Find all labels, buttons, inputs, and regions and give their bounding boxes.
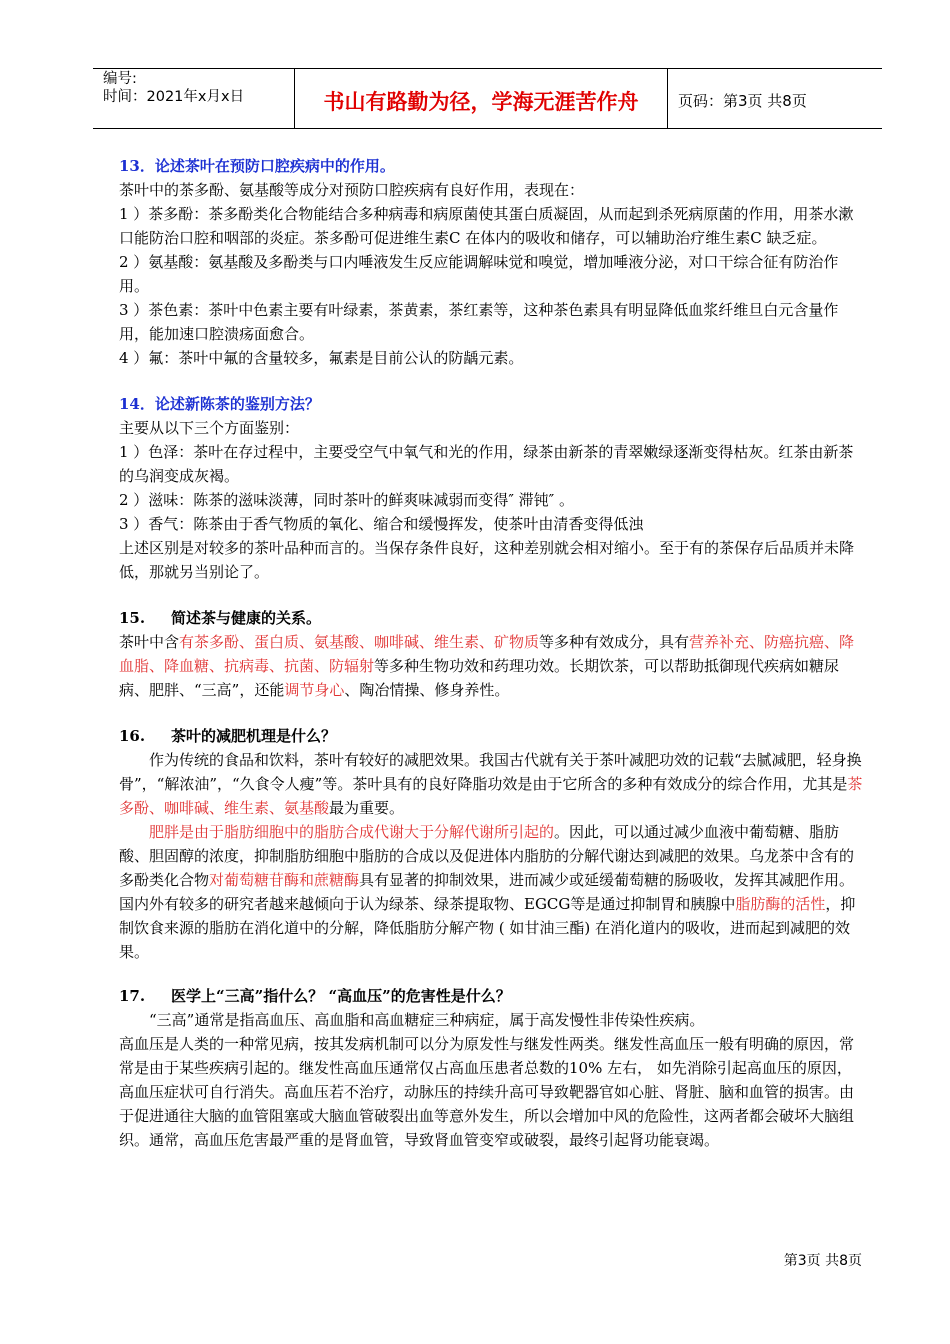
paragraph: 上述区别是对较多的茶叶品种而言的。当保存条件良好，这种差别就会相对缩小。至于有的茶保存后品质并未降低，那就另当别论了。 bbox=[119, 539, 855, 581]
paragraph: 高血压是人类的一种常见病，按其发病机制可以分为原发性与继发性两类。继发性高血压一般有明确的原因，常常是由于某些疾病引起的。继发性高血压通常仅占高血压患者总数的10% 左右， 如先消除引起高血压的原因，高血压症状可自行消失。高血压若不治疗，动脉压的持续升高可导致靶器官如心脏、肾脏、脑和血管的损害。由于促进通往大脑的血管阻塞或大脑血管破裂出血等意外发生，所以会增加中风的危险性，这两者都会破坏大脑组织。通常，高血压危害最严重的是肾血管，导致肾血管变窄或破裂，最终引起肾功能衰竭。 bbox=[119, 1035, 855, 1149]
paragraph: 2 ）滋味：陈茶的滋味淡薄，同时茶叶的鲜爽味减弱而变得″ 滞钝″ 。 bbox=[119, 491, 575, 509]
question-number: 16. bbox=[119, 727, 146, 745]
question-text: 医学上“三高”指什么？ “高血压”的危害性是什么？ bbox=[171, 987, 511, 1005]
header-bottom-rule bbox=[93, 128, 882, 129]
text-run: 最为重要。 bbox=[329, 799, 405, 817]
doc-time-label: 时间：2021年x月x日 bbox=[103, 89, 245, 105]
text-run: 茶叶中含 bbox=[119, 633, 180, 651]
text-run: 具有显著的抑制效果，进而减少或延缓葡萄糖的肠吸收，发挥其减肥作用。国内外有较多的研究者越来越倾向于认为绿茶、绿茶提取物、EGCG等是通过抑制胃和胰腺中 bbox=[119, 871, 855, 913]
paragraph: 主要从以下三个方面鉴别： bbox=[119, 419, 300, 437]
header-motto: 书山有路勤为径，学海无涯苦作舟 bbox=[323, 89, 639, 114]
doc-number-label: 编号: bbox=[103, 71, 137, 87]
question-text: 简述茶与健康的关系。 bbox=[171, 609, 322, 627]
page-footer: 第3页 共8页 bbox=[783, 1253, 862, 1269]
paragraph: 3 ）茶色素：茶叶中色素主要有叶绿素，茶黄素，茶红素等，这种茶色素具有明显降低血浆纤维旦白元含量作用，能加速口腔溃疡面愈合。 bbox=[119, 301, 839, 343]
highlight-text: 茶多酚、咖啡碱、维生素、氨基酸 bbox=[119, 775, 863, 817]
paragraph: 1 ）茶多酚：茶多酚类化合物能结合多种病毒和病原菌使其蛋白质凝固，从而起到杀死病原菌的作用，用茶水漱口能防治口腔和咽部的炎症。茶多酚可促进维生素C 在体内的吸收和储存，可以辅助治疗维生素C 缺乏症。 bbox=[119, 205, 854, 247]
question-number: 17. bbox=[119, 987, 146, 1005]
paragraph: “三高”通常是指高血压、高血脂和高血糖症三种病症，属于高发慢性非传染性疾病。 bbox=[149, 1011, 705, 1029]
text-run: 、陶冶情操、修身养性。 bbox=[344, 681, 510, 699]
highlight-text: 肥胖是由于脂肪细胞中的脂肪合成代谢大于分解代谢所引起的 bbox=[149, 823, 555, 841]
header-page-label: 页码：第3页 共8页 bbox=[678, 92, 807, 110]
header-left bbox=[103, 70, 244, 106]
text-run: ，抑制饮食来源的脂肪在消化道中的分解，降低脂肪分解产物 ( 如甘油三酯) 在消化道内的吸收，进而起到减肥的效果。 bbox=[119, 895, 856, 961]
question-number: 15. bbox=[119, 609, 146, 627]
highlight-text: 有茶多酚、蛋白质、氨基酸、咖啡碱、维生素、矿物质 bbox=[179, 633, 540, 651]
spacer bbox=[119, 702, 864, 724]
paragraph: 2 ）氨基酸：氨基酸及多酚类与口内唾液发生反应能调解味觉和嗅觉，增加唾液分泌，对口干综合征有防治作用。 bbox=[119, 253, 839, 295]
paragraph: 1 ）色泽：茶叶在存过程中，主要受空气中氧气和光的作用，绿茶由新茶的青翠嫩绿逐渐变得枯灰。红茶由新茶的乌润变成灰褐。 bbox=[119, 443, 854, 485]
question-13-title: 13．论述茶叶在预防口腔疾病中的作用。 bbox=[119, 157, 395, 175]
paragraph bbox=[119, 630, 864, 702]
paragraph bbox=[119, 820, 864, 964]
text-run: 等多种有效成分，具有 bbox=[539, 633, 690, 651]
highlight-text: 调节身心 bbox=[284, 681, 345, 699]
text-run: 。因此，可以通过减少血液中葡萄糖、脂肪酸、胆固醇的浓度，抑制脂肪细胞中脂肪的合成以及促进体内脂肪的分解代谢达到减肥的效果。乌龙茶中含有的多酚类化合物 bbox=[119, 823, 855, 889]
spacer bbox=[119, 370, 864, 392]
highlight-text: 对葡萄糖苷酶和蔗糖酶 bbox=[209, 871, 360, 889]
paragraph: 4 ）氟：茶叶中氟的含量较多，氟素是目前公认的防龋元素。 bbox=[119, 349, 524, 367]
header-divider bbox=[667, 68, 668, 128]
paragraph: 茶叶中的茶多酚、氨基酸等成分对预防口腔疾病有良好作用，表现在： bbox=[119, 181, 585, 199]
question-17-title bbox=[119, 984, 864, 1008]
text-run: 等多种生物功效和药理功效。长期饮茶，可以帮助抵御现代疾病如糖尿病、肥胖、“三高”，还能 bbox=[119, 657, 840, 699]
paragraph bbox=[119, 748, 864, 820]
paragraph: 3 ）香气：陈茶由于香气物质的氧化、缩合和缓慢挥发，使茶叶由清香变得低浊 bbox=[119, 515, 644, 533]
highlight-text: 营养补充、防癌抗癌、降血脂、降血糖、抗病毒、抗菌、防辐射 bbox=[119, 633, 855, 675]
text-run: 作为传统的食品和饮料，茶叶有较好的减肥效果。我国古代就有关于茶叶减肥功效的记载“去腻减肥，轻身换骨”，“解浓油”，“久食令人瘦”等。茶叶具有的良好降脂功效是由于它所含的多种有效成分的综合作用，尤其是 bbox=[119, 751, 862, 793]
question-text: 茶叶的减肥机理是什么？ bbox=[171, 727, 337, 745]
spacer bbox=[119, 964, 864, 984]
spacer bbox=[119, 584, 864, 606]
highlight-text: 脂肪酶的活性 bbox=[735, 895, 826, 913]
header-top-rule bbox=[93, 68, 882, 69]
question-15-title bbox=[119, 606, 864, 630]
document-body bbox=[119, 154, 864, 1152]
question-16-title bbox=[119, 724, 864, 748]
question-14-title: 14．论述新陈茶的鉴别方法？ bbox=[119, 395, 320, 413]
